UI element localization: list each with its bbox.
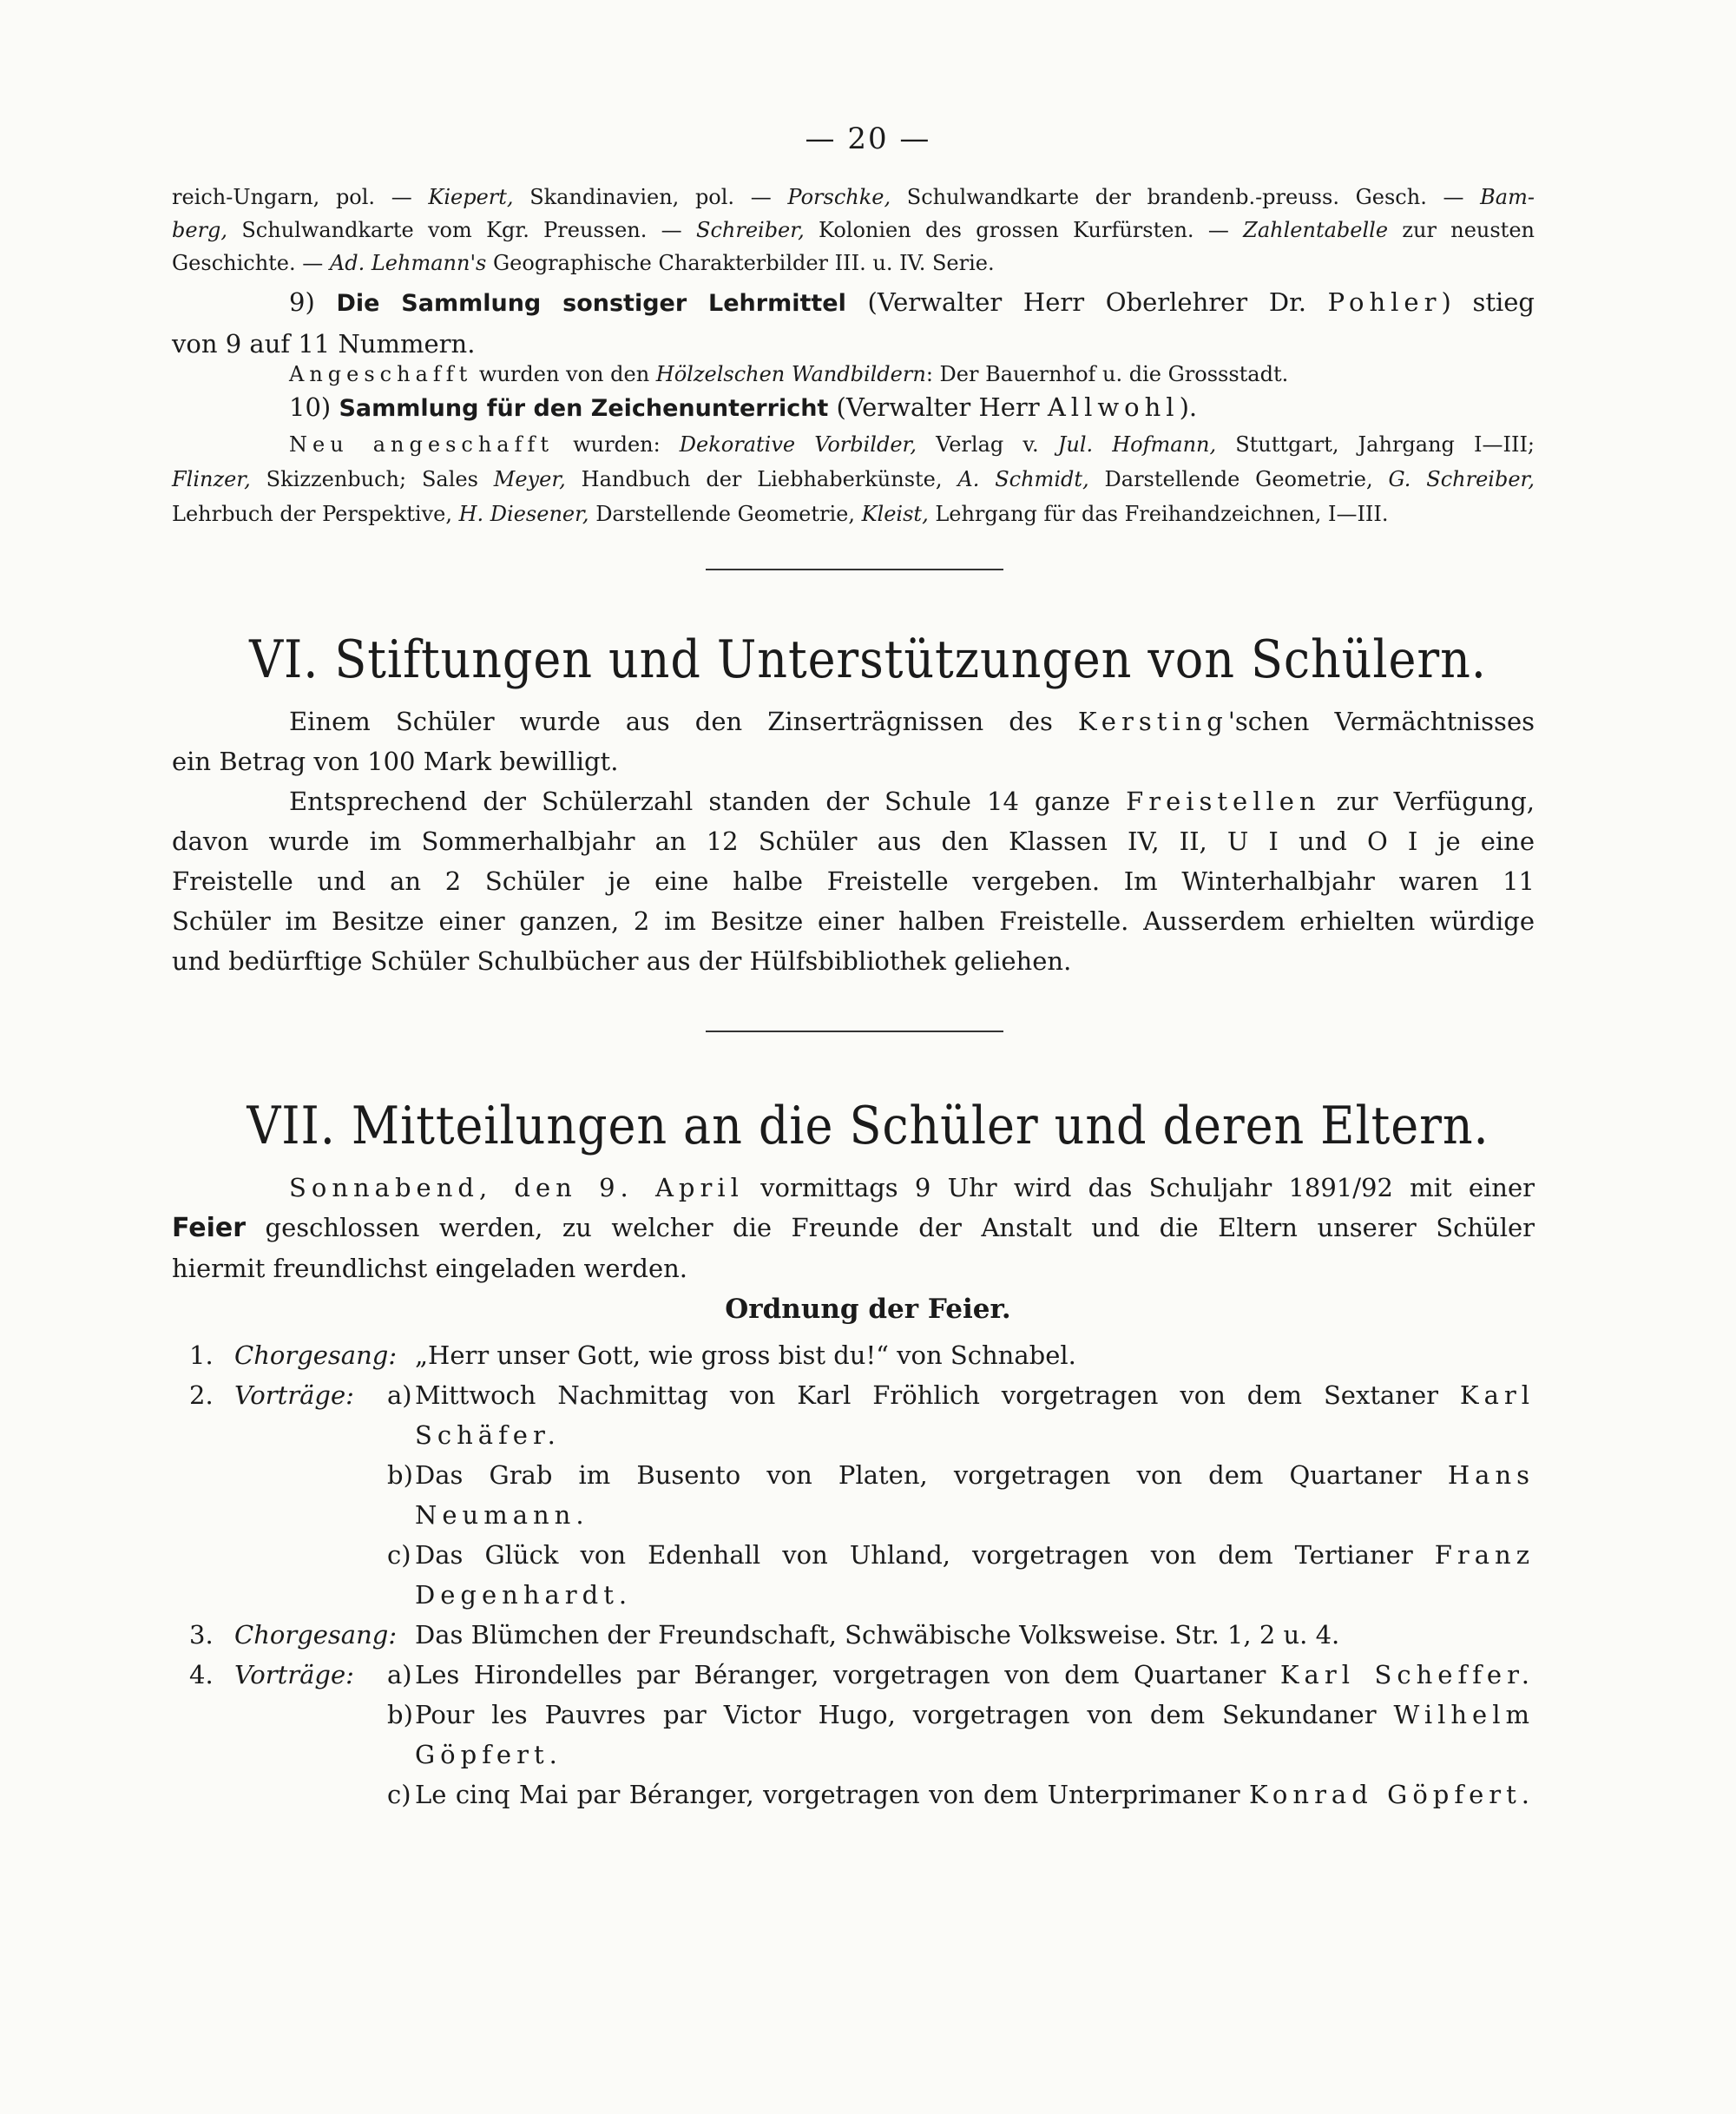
list-line: reich-Ungarn, pol. — Kiepert, Skandinavien, pol. — Porschke, Schulwandkarte der brandenb.-preuss. Gesch. — Bam- <box>172 185 1535 209</box>
program-title: Ordnung der Feier. <box>725 1294 1011 1325</box>
section-7-heading: VII. Mitteilungen an die Schüler und deren Eltern. <box>247 1096 1489 1156</box>
map-list <box>172 181 1535 280</box>
item-10-list: Neu angeschafft wurden: Dekorative Vorbilder, Verlag v. Jul. Hofmann, Stuttgart, Jahrgang I—III; Flinzer, Skizzenbuch; Sales Meyer, Handbuch der Liebhaberkünste, A. Schmidt, Darstellende Geometrie, G. Schreiber, Lehrbuch der Perspektive, H. Diesener, Darstellende Geometrie, Kleist, Lehrgang für das Freihandzeichnen, I—III. <box>172 432 1535 526</box>
program-row: Degenhardt. <box>415 1580 633 1610</box>
program-row: 1. Chorgesang: „Herr unser Gott, wie gross bist du!“ von Schnabel. <box>189 1340 1076 1370</box>
section-6-body: Einem Schüler wurde aus den Zinserträgnissen des Kersting'schen Vermächtnisses ein Betrag von 100 Mark bewilligt. Entsprechend der Schülerzahl standen der Schule 14 ganze Freistellen zur Verfügung, davon wurde im Sommerhalbjahr an 12 Schüler aus den Klassen IV, II, U I und O I je eine Freistelle und an 2 Schüler je eine halbe Freistelle vergeben. Im Winterhalbjahr waren 11 Schüler im Besitze einer ganzen, 2 im Besitze einer halben Freistelle. Ausserdem erhielten würdige und bedürftige Schüler Schulbücher aus der Hülfsbibliothek geliehen. <box>172 707 1535 976</box>
item-9-heading: 9) Die Sammlung sonstiger Lehrmittel (Verwalter Herr Oberlehrer Dr. Pohler) stieg <box>289 287 1535 317</box>
program-row: 2. Vorträge: a) Mittwoch Nachmittag von Karl Fröhlich vorgetragen von dem Sextaner Karl <box>189 1380 1535 1410</box>
program-row: 3. Chorgesang: Das Blümchen der Freundschaft, Schwäbische Volksweise. Str. 1, 2 u. 4. <box>189 1620 1340 1650</box>
item-10: 10) Sammlung für den Zeichenunterricht (Verwalter Herr Allwohl). <box>289 392 1198 422</box>
program-row: Schäfer. <box>415 1420 561 1450</box>
divider <box>706 1031 1003 1032</box>
program-row: Göpfert. <box>415 1740 562 1769</box>
section-7-body: Sonnabend, den 9. April vormittags 9 Uhr wird das Schuljahr 1891/92 mit einer Feier geschlossen werden, zu welcher die Freunde der Anstalt und die Eltern unserer Schüler hiermit freundlichst eingeladen werden. <box>172 1173 1535 1283</box>
page-number: — 20 — <box>805 122 931 156</box>
divider <box>706 569 1003 570</box>
program-row: c) Das Glück von Edenhall von Uhland, vorgetragen von dem Tertianer Franz <box>387 1540 1535 1570</box>
program-row: c) Le cinq Mai par Béranger, vorgetragen von dem Unterprimaner Konrad Göpfert. <box>387 1780 1535 1809</box>
program-list <box>172 1335 1535 1814</box>
item-9-line: von 9 auf 11 Nummern. <box>172 329 476 359</box>
program-row: b) Das Grab im Busento von Platen, vorgetragen von dem Quartaner Hans <box>387 1460 1535 1490</box>
program-row: Neumann. <box>415 1500 589 1530</box>
item-9-acquired: Angeschafft wurden von den Hölzelschen Wandbildern: Der Bauernhof u. die Grossstadt. <box>289 362 1289 386</box>
section-6-heading: VI. Stiftungen und Unterstützungen von Schülern. <box>249 629 1487 690</box>
item-9 <box>172 282 1535 364</box>
list-line: berg, Schulwandkarte vom Kgr. Preussen. — Schreiber, Kolonien des grossen Kurfürsten. — Zahlentabelle zur neusten <box>172 218 1535 242</box>
list-line: Geschichte. — Ad. Lehmann's Geographische Charakterbilder III. u. IV. Serie. <box>172 251 995 275</box>
program-row: b) Pour les Pauvres par Victor Hugo, vorgetragen von dem Sekundaner Wilhelm <box>387 1700 1535 1729</box>
program-row: 4. Vorträge: a) Les Hirondelles par Béranger, vorgetragen von dem Quartaner Karl Scheffer. <box>189 1660 1535 1689</box>
